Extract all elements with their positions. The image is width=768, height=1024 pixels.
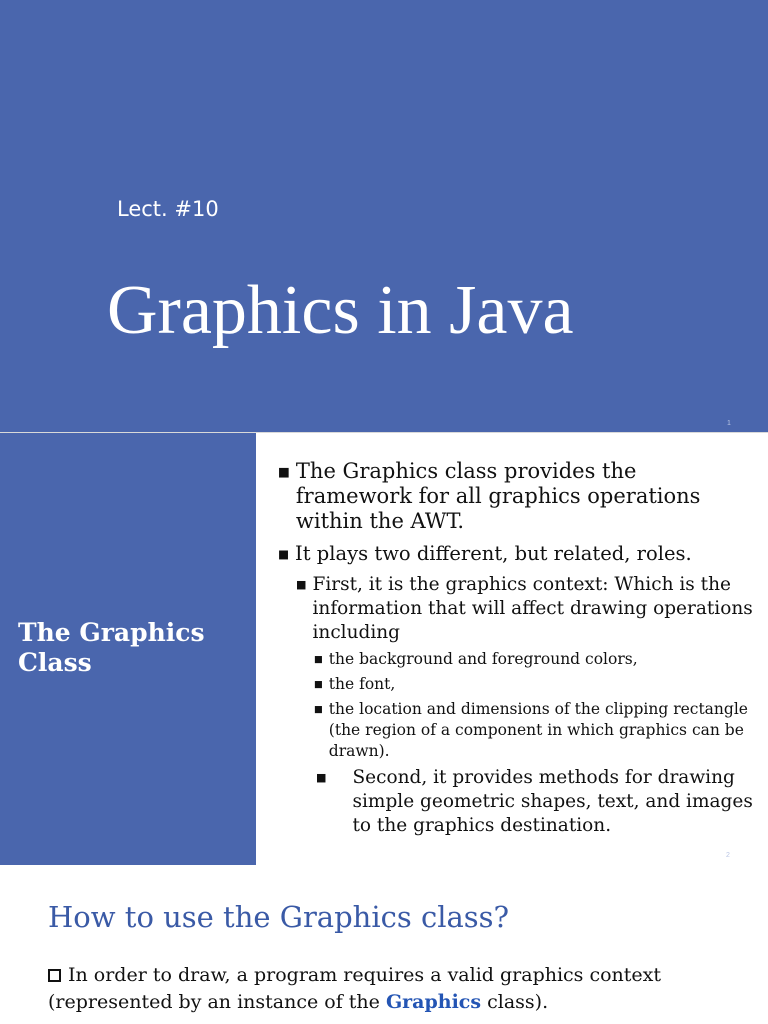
slide-body — [278, 459, 758, 838]
sidebar-title: The Graphics Class — [18, 618, 205, 677]
slide-paragraph — [48, 962, 748, 1016]
slide-heading: How to use the Graphics class? — [48, 900, 510, 934]
title-slide — [0, 0, 768, 432]
bullet-level-1: ■ The Graphics class provides the framework for all graphics operations within the AWT. — [278, 459, 701, 533]
square-bullet-icon: ■ — [314, 679, 323, 690]
slide-number: 2 — [726, 852, 730, 859]
square-bullet-icon: ■ — [314, 654, 323, 665]
square-bullet-icon: ■ — [316, 771, 327, 784]
bullet-level-3: ■ the location and dimensions of the clipping rectangle (the region of a component in which graphics can be drawn). — [314, 700, 748, 760]
paragraph-line: In order to draw, a program requires a valid graphics context — [48, 962, 748, 989]
bullet-level-3: ■ the font, — [314, 675, 396, 693]
square-bullet-icon: ■ — [314, 704, 323, 715]
bullet-level-2: ■ First, it is the graphics context: Which is the information that will affect drawing operations including — [296, 574, 753, 643]
paragraph-line: (represented by an instance of the Graphics class). — [48, 991, 549, 1013]
bullet-level-3: ■ the background and foreground colors, — [314, 650, 638, 668]
content-slide — [0, 433, 768, 865]
slide-sidebar — [0, 433, 256, 865]
bullet-level-1: ■ It plays two different, but related, roles. — [278, 542, 692, 565]
usage-slide — [0, 866, 768, 1024]
slide-number: 1 — [727, 420, 731, 427]
lecture-number: Lect. #10 — [117, 197, 219, 221]
checkbox-bullet-icon — [48, 969, 61, 982]
bullet-level-2: ■ Second, it provides methods for drawing simple geometric shapes, text, and images to the graphics destination. — [316, 767, 753, 836]
slide-title: Graphics in Java — [107, 272, 574, 349]
square-bullet-icon: ■ — [296, 578, 307, 591]
square-bullet-icon: ■ — [278, 547, 290, 561]
graphics-keyword: Graphics — [385, 991, 482, 1013]
square-bullet-icon: ■ — [278, 464, 290, 479]
